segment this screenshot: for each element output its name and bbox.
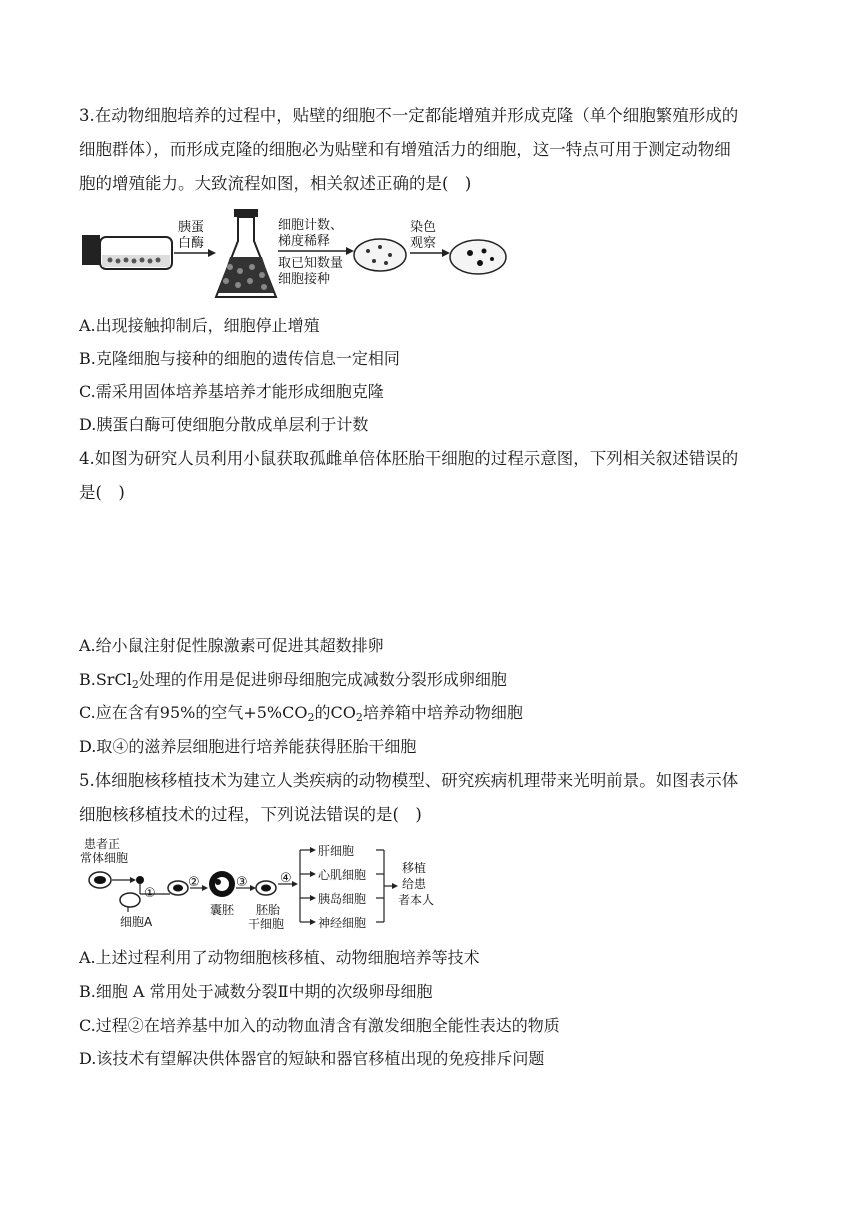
q5-option-d: D.该技术有望解决供体器官的短缺和器官移植出现的免疫排斥问题: [79, 1049, 545, 1068]
q5-option-b: B.细胞 A 常用处于减数分裂Ⅱ中期的次级卵母细胞: [79, 982, 433, 1001]
liver-cell-label: 肝细胞: [318, 844, 355, 858]
q4-option-d: D.取④的滋养层细胞进行培养能获得胚胎干细胞: [79, 737, 417, 756]
q5-stem-line-1: 5.体细胞核移植技术为建立人类疾病的动物模型、研究疾病机理带来光明前景。如图表示体: [79, 771, 739, 790]
label-stain-1: 染色: [410, 220, 437, 235]
label-count-2: 梯度稀释: [278, 234, 331, 249]
cell-a-icon: [120, 893, 140, 907]
label-patient-1: 患者正: [84, 837, 121, 851]
blastocyst-icon: [209, 871, 235, 897]
label-seed-2: 细胞接种: [278, 272, 331, 287]
label-seed-1: 取已知数量: [278, 256, 344, 271]
nerve-cell-label: 神经细胞: [318, 916, 367, 930]
step-4-label: ④: [280, 871, 292, 886]
step-3-label: ③: [236, 875, 248, 890]
label-trypsin-1: 胰蛋: [178, 220, 205, 235]
transplant-label-1: 移植: [402, 861, 427, 875]
step-1-label: ①: [144, 886, 156, 901]
q3-option-b: B.克隆细胞与接种的细胞的遗传信息一定相同: [79, 349, 400, 368]
label-stain-2: 观察: [410, 236, 437, 251]
heart-cell-label: 心肌细胞: [318, 868, 367, 882]
culture-bottle-icon: [82, 235, 172, 269]
reconstructed-cell-icon: [168, 881, 188, 895]
transplant-label-3: 者本人: [398, 893, 435, 907]
esc-label-2: 干细胞: [248, 917, 285, 931]
q3-stem-line-3: 胞的增殖能力。大致流程如图，相关叙述正确的是( ): [79, 174, 472, 193]
label-count-1: 细胞计数、: [278, 218, 344, 233]
step-2-label: ②: [188, 875, 200, 890]
flask-icon: [216, 209, 276, 297]
q5-stem-line-2: 细胞核移植技术的过程，下列说法错误的是( ): [79, 805, 422, 824]
patient-cell-icon: [89, 872, 111, 888]
q5-option-c: C.过程②在培养基中加入的动物血清含有激发细胞全能性表达的物质: [79, 1016, 560, 1035]
q3-figure-clone-assay: [80, 205, 520, 305]
petri-dish-stained-icon: [450, 240, 506, 274]
cell-a-label: 细胞A: [120, 915, 153, 929]
q4-stem-line-2: 是( ): [79, 483, 125, 502]
q4-option-b: B.SrCl$_2$处理的作用是促进卵母细胞完成减数分裂形成卵细胞: [79, 670, 507, 691]
q4-option-a: A.给小鼠注射促性腺激素可促进其超数排卵: [79, 636, 384, 655]
islet-cell-label: 胰岛细胞: [318, 892, 367, 906]
q4-option-c: C.应在含有95%的空气$+5\%CO_2$的$CO_2$培养箱中培养动物细胞: [79, 703, 523, 724]
q3-stem-line-2: 细胞群体），而形成克隆的细胞必为贴壁和有增殖活力的细胞，这一特点可用于测定动物细: [79, 140, 731, 159]
q4-stem-line-1: 4.如图为研究人员利用小鼠获取孤雌单倍体胚胎干细胞的过程示意图，下列相关叙述错误的: [79, 449, 739, 468]
petri-dish-seeded-icon: [354, 239, 406, 271]
q3-option-d: D.胰蛋白酶可使细胞分散成单层利于计数: [79, 415, 369, 434]
q3-option-c: C.需采用固体培养基培养才能形成细胞克隆: [79, 382, 384, 401]
q5-option-a: A.上述过程利用了动物细胞核移植、动物细胞培养等技术: [79, 948, 480, 967]
transplant-label-2: 给患: [402, 877, 427, 891]
esc-label-1: 胚胎: [256, 903, 281, 917]
nucleus-icon: [136, 876, 144, 884]
q5-figure-nuclear-transfer: [80, 834, 440, 934]
label-trypsin-2: 白酶: [178, 236, 205, 251]
embryonic-stem-cell-icon: [256, 881, 276, 895]
q3-stem-line-1: 3.在动物细胞培养的过程中，贴壁的细胞不一定都能增殖并形成克隆（单个细胞繁殖形成的: [79, 106, 739, 125]
blastocyst-label: 囊胚: [210, 903, 235, 917]
q3-option-a: A.出现接触抑制后，细胞停止增殖: [79, 316, 320, 335]
label-patient-2: 常体细胞: [80, 851, 129, 865]
